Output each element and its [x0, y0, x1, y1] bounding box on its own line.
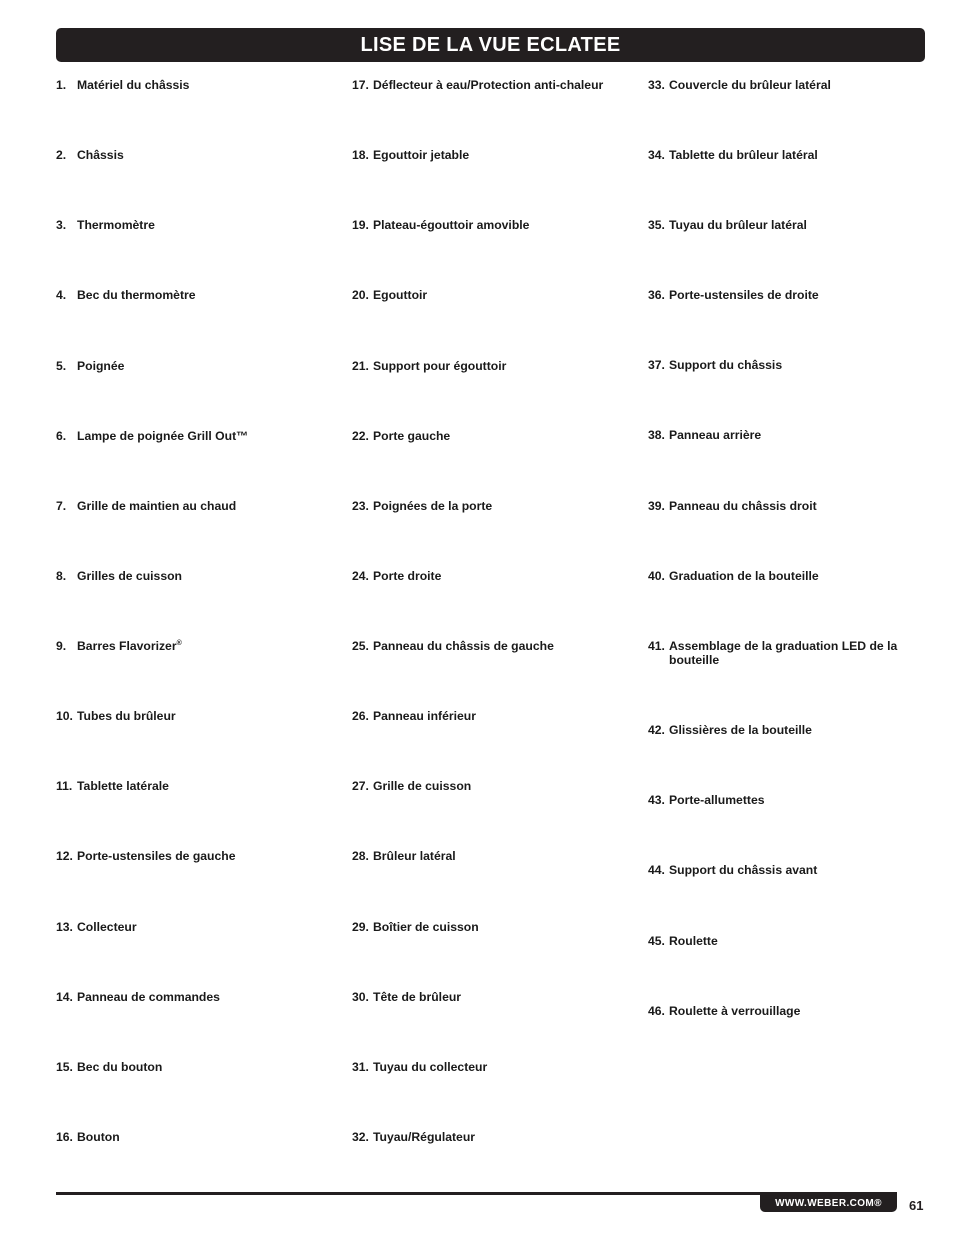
part-list-item — [352, 78, 603, 92]
part-number: 41. — [648, 639, 665, 653]
part-list-item — [56, 709, 176, 723]
part-number: 29. — [352, 920, 369, 934]
part-label — [669, 218, 807, 232]
part-number: 30. — [352, 990, 369, 1004]
part-label-text: Bouton — [77, 1130, 120, 1144]
part-number: 15. — [56, 1060, 73, 1074]
part-list-item — [648, 569, 819, 583]
part-label-text: Porte-ustensiles de gauche — [77, 849, 236, 863]
part-label — [77, 499, 236, 513]
part-list-item — [56, 920, 137, 934]
part-label — [373, 1060, 487, 1074]
part-list-item — [648, 78, 831, 92]
part-list-item — [648, 358, 782, 372]
part-label — [669, 639, 928, 667]
part-label-text: Tablette du brûleur latéral — [669, 148, 818, 162]
part-label — [77, 990, 220, 1004]
part-number: 46. — [648, 1004, 665, 1018]
part-number: 45. — [648, 934, 665, 948]
part-label — [77, 148, 124, 162]
part-number: 36. — [648, 288, 665, 302]
part-number: 3. — [56, 218, 67, 232]
part-label — [373, 78, 603, 92]
part-label — [669, 863, 817, 877]
part-list-item — [352, 709, 476, 723]
part-label — [669, 148, 818, 162]
part-number: 13. — [56, 920, 73, 934]
page-title: LISE DE LA VUE ECLATEE — [360, 33, 621, 56]
part-label-text: Porte droite — [373, 569, 442, 583]
part-list-item — [648, 639, 928, 667]
part-list-item — [648, 793, 765, 807]
part-label-text: Egouttoir — [373, 288, 428, 302]
part-list-item — [352, 218, 529, 232]
part-label-text: Support du châssis — [669, 358, 783, 372]
part-list-item — [648, 288, 819, 302]
part-number: 19. — [352, 218, 369, 232]
part-label-text: Support du châssis avant — [669, 863, 818, 877]
page-number: 61 — [909, 1198, 924, 1213]
part-list-item — [352, 779, 471, 793]
part-number: 21. — [352, 359, 369, 373]
part-label-text: Roulette — [669, 934, 718, 948]
part-number: 7. — [56, 499, 67, 513]
part-label — [77, 779, 169, 793]
part-number: 37. — [648, 358, 665, 372]
part-list-item — [648, 148, 818, 162]
part-list-item — [648, 499, 817, 513]
part-list-item — [56, 1130, 120, 1144]
part-label-text: Brûleur latéral — [373, 849, 456, 863]
part-number: 26. — [352, 709, 369, 723]
part-label — [373, 569, 441, 583]
part-label-text: Panneau inférieur — [373, 709, 476, 723]
part-label — [77, 639, 182, 653]
part-list-item — [648, 218, 807, 232]
part-number: 11. — [56, 779, 73, 793]
part-label-text: Boîtier de cuisson — [373, 920, 479, 934]
part-label-text: Tuyau du brûleur latéral — [669, 218, 807, 232]
part-label-text: Couvercle du brûleur latéral — [669, 78, 831, 92]
part-number: 38. — [648, 428, 665, 442]
part-list-item — [56, 359, 124, 373]
part-label-text: Panneau de commandes — [77, 990, 220, 1004]
part-number: 17. — [352, 78, 369, 92]
part-list-item — [352, 148, 469, 162]
part-label — [669, 428, 761, 442]
part-list-item — [56, 148, 124, 162]
part-label-text: Porte-ustensiles de droite — [669, 288, 819, 302]
part-number: 27. — [352, 779, 369, 793]
part-number: 44. — [648, 863, 665, 877]
part-label — [373, 990, 461, 1004]
part-label-text: Panneau du châssis droit — [669, 499, 817, 513]
part-list-item — [352, 359, 506, 373]
part-label — [77, 429, 248, 443]
part-label — [373, 288, 427, 302]
part-list-item — [56, 990, 220, 1004]
part-list-item — [56, 569, 182, 583]
part-number: 23. — [352, 499, 369, 513]
part-label — [373, 499, 492, 513]
part-list-item — [352, 429, 450, 443]
part-number: 4. — [56, 288, 67, 302]
part-label — [669, 499, 817, 513]
website-link: WWW.WEBER.COM® — [775, 1197, 882, 1209]
part-number: 33. — [648, 78, 665, 92]
part-list-item — [352, 990, 461, 1004]
part-number: 16. — [56, 1130, 73, 1144]
part-number: 6. — [56, 429, 67, 443]
part-number: 18. — [352, 148, 369, 162]
part-label-text: Grilles de cuisson — [77, 569, 182, 583]
part-label — [77, 849, 236, 863]
part-list-item — [352, 849, 456, 863]
part-number: 20. — [352, 288, 369, 302]
part-label — [77, 288, 196, 302]
part-number: 40. — [648, 569, 665, 583]
part-list-item — [352, 639, 554, 653]
part-list-item — [56, 1060, 162, 1074]
part-label — [373, 148, 469, 162]
part-label-text: Bec du bouton — [77, 1060, 163, 1074]
page-title-bar — [56, 28, 925, 62]
part-label — [77, 78, 189, 92]
part-label-text: Grille de cuisson — [373, 779, 472, 793]
part-list-item — [648, 723, 812, 737]
part-label-text: Porte gauche — [373, 429, 451, 443]
part-list-item — [648, 428, 761, 442]
part-number: 1. — [56, 78, 67, 92]
part-label-text: Châssis — [77, 148, 124, 162]
part-label — [77, 569, 182, 583]
part-list-item — [352, 569, 441, 583]
part-number: 43. — [648, 793, 665, 807]
part-label — [373, 849, 456, 863]
part-label-text: Poignées de la porte — [373, 499, 493, 513]
part-label-text: Poignée — [77, 359, 125, 373]
part-label-text: Lampe de poignée Grill Out™ — [77, 429, 249, 443]
part-label — [373, 709, 476, 723]
part-label-text: Assemblage de la graduation LED de la bouteille — [669, 639, 898, 667]
part-list-item — [56, 218, 155, 232]
part-number: 8. — [56, 569, 67, 583]
part-label — [669, 934, 718, 948]
part-list-item — [56, 429, 248, 443]
part-label-text: Barres Flavorizer — [77, 639, 177, 653]
part-list-item — [56, 849, 236, 863]
part-label-text: Déflecteur à eau/Protection anti-chaleur — [373, 78, 604, 92]
part-number: 9. — [56, 639, 67, 653]
part-number: 2. — [56, 148, 67, 162]
part-label-text: Egouttoir jetable — [373, 148, 470, 162]
part-number: 12. — [56, 849, 73, 863]
part-list-item — [648, 863, 817, 877]
part-label — [373, 779, 471, 793]
part-label — [373, 1130, 475, 1144]
part-label-text: Tuyau/Régulateur — [373, 1130, 476, 1144]
part-number: 31. — [352, 1060, 369, 1074]
part-number: 24. — [352, 569, 369, 583]
part-number: 22. — [352, 429, 369, 443]
part-label-text: Bec du thermomètre — [77, 288, 196, 302]
part-list-item — [352, 499, 492, 513]
part-list-item — [648, 934, 718, 948]
part-label — [669, 723, 812, 737]
part-label — [77, 1060, 162, 1074]
part-label-text: Tubes du brûleur — [77, 709, 176, 723]
footer-website-badge — [760, 1194, 897, 1212]
part-number: 28. — [352, 849, 369, 863]
part-label-text: Support pour égouttoir — [373, 359, 507, 373]
part-number: 14. — [56, 990, 73, 1004]
part-label — [669, 569, 819, 583]
part-list-item — [352, 288, 427, 302]
part-list-item — [352, 1060, 487, 1074]
part-label — [669, 793, 765, 807]
part-label-text: Thermomètre — [77, 218, 155, 232]
part-label — [77, 359, 124, 373]
part-label — [77, 218, 155, 232]
part-label — [77, 709, 176, 723]
part-label-text: Graduation de la bouteille — [669, 569, 819, 583]
part-label — [373, 429, 450, 443]
part-label — [669, 78, 831, 92]
part-list-item — [56, 639, 182, 653]
part-label — [77, 920, 137, 934]
part-number: 42. — [648, 723, 665, 737]
part-number: 34. — [648, 148, 665, 162]
part-list-item — [352, 920, 479, 934]
part-label — [669, 1004, 800, 1018]
part-label-text: Roulette à verrouillage — [669, 1004, 801, 1018]
part-label — [373, 359, 506, 373]
part-label — [77, 1130, 120, 1144]
part-list-item — [56, 78, 189, 92]
part-label-text: Grille de maintien au chaud — [77, 499, 237, 513]
part-list-item — [56, 499, 236, 513]
part-list-item — [648, 1004, 800, 1018]
registered-mark: ® — [176, 640, 182, 647]
part-label-text: Tuyau du collecteur — [373, 1060, 488, 1074]
part-number: 10. — [56, 709, 73, 723]
part-label — [373, 639, 554, 653]
part-list-item — [56, 779, 169, 793]
part-label-text: Panneau arrière — [669, 428, 762, 442]
part-label-text: Panneau du châssis de gauche — [373, 639, 554, 653]
part-label-text: Matériel du châssis — [77, 78, 190, 92]
part-number: 25. — [352, 639, 369, 653]
part-list-item — [352, 1130, 475, 1144]
part-label-text: Plateau-égouttoir amovible — [373, 218, 530, 232]
part-label-text: Glissières de la bouteille — [669, 723, 812, 737]
part-label-text: Tablette latérale — [77, 779, 169, 793]
part-label-text: Collecteur — [77, 920, 137, 934]
part-number: 35. — [648, 218, 665, 232]
part-number: 32. — [352, 1130, 369, 1144]
part-list-item — [56, 288, 196, 302]
part-number: 5. — [56, 359, 67, 373]
part-label — [669, 358, 782, 372]
part-label-text: Porte-allumettes — [669, 793, 765, 807]
part-label — [373, 218, 529, 232]
part-number: 39. — [648, 499, 665, 513]
part-label — [373, 920, 479, 934]
part-label-text: Tête de brûleur — [373, 990, 462, 1004]
part-label — [669, 288, 819, 302]
